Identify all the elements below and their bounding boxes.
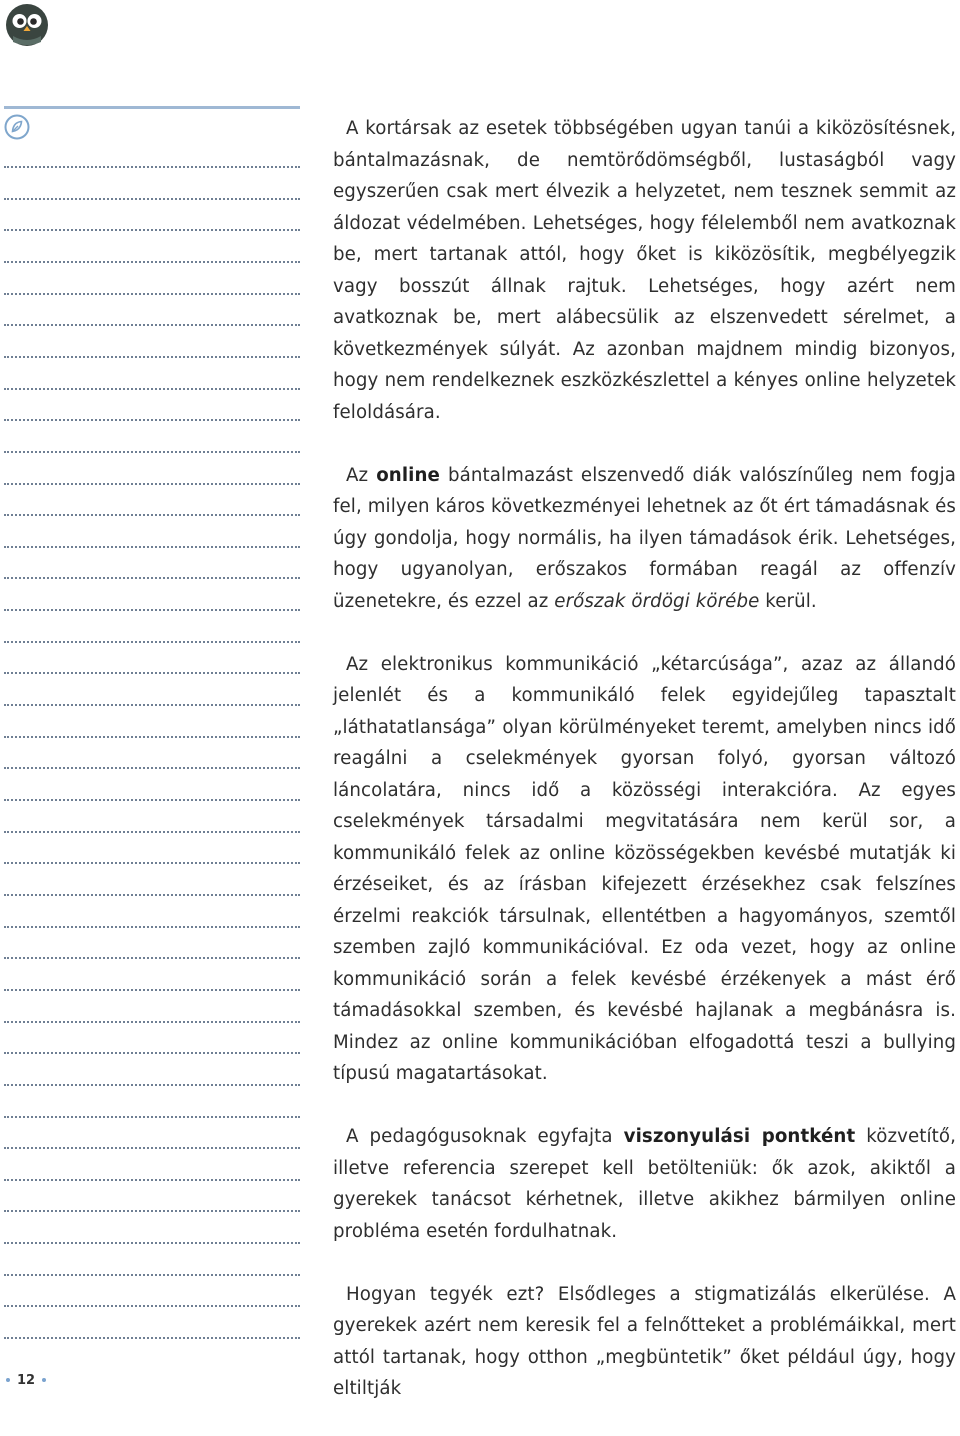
bold-text: viszonyulási pontként [623, 1126, 856, 1147]
owl-mascot-logo [4, 2, 50, 48]
note-line [4, 767, 300, 769]
note-line [4, 577, 300, 579]
note-line [4, 1084, 300, 1086]
note-line [4, 261, 300, 263]
text-run: A kortársak az esetek többségében ugyan tanúi a kiközösítésnek, bántalmazásnak, de nemtörődömségből, lustaságból vagy egyszerűen csak mert élvezik a helyzetet, nem tesznek semmit az áldozat védelmében. Lehetséges, hogy félelemből nem avatkoznak be, mert tartanak attól, hogy őket is kiközösítik, megbélyegzik vagy bosszút állnak rajtuk. Lehetséges, hogy azért nem avatkoznak be, mert alábecsülik az elszenvedett sérelmet, a következmények súlyát. Az azonban majdnem mindig bizonyos, hogy nem rendelkeznek eszközkészlettel a kényes online helyzetek feloldására. [333, 118, 956, 423]
note-line [4, 324, 300, 326]
paragraph-2 [333, 460, 956, 618]
note-line [4, 419, 300, 421]
paragraph-5 [333, 1279, 956, 1405]
page-number: 12 [17, 1372, 36, 1388]
italic-text: erőszak ördögi körébe [554, 590, 760, 612]
note-line [4, 704, 300, 706]
note-line [4, 1116, 300, 1118]
note-line [4, 609, 300, 611]
note-line [4, 293, 300, 295]
note-line [4, 198, 300, 200]
note-line [4, 926, 300, 928]
note-line [4, 229, 300, 231]
note-line [4, 546, 300, 548]
paragraph-1 [333, 113, 956, 428]
notes-top-rule [4, 106, 300, 109]
note-line [4, 862, 300, 864]
note-line [4, 799, 300, 801]
body-text [333, 113, 956, 1436]
note-line [4, 1179, 300, 1181]
note-line [4, 1210, 300, 1212]
note-line [4, 514, 300, 516]
note-line [4, 1021, 300, 1023]
note-line [4, 1337, 300, 1339]
note-line [4, 356, 300, 358]
bold-text: online [376, 464, 440, 486]
note-line [4, 1052, 300, 1054]
note-leaf-icon [4, 114, 30, 140]
note-line [4, 957, 300, 959]
note-line [4, 166, 300, 168]
text-run: kerül. [759, 590, 817, 612]
text-run: közvetítő, illetve referencia szerepet kell betölteniük: ők azok, akiktől a gyerekek tanácsot kérhetnek, illetve akikhez bármilyen online probléma esetén fordulhatnak. [333, 1126, 956, 1242]
note-line [4, 831, 300, 833]
note-line [4, 672, 300, 674]
page-number-footer [6, 1370, 46, 1390]
text-run: Az [346, 464, 377, 486]
text-run: A pedagógusoknak egyfajta [346, 1126, 624, 1147]
note-line [4, 989, 300, 991]
note-line [4, 451, 300, 453]
text-run: bántalmazást elszenvedő diák valószínűleg nem fogja fel, milyen káros következményei lehetnek az őt ért támadásnak és úgy gondolja, hogy normális, ha ilyen támadások érik. Lehetséges, hogy ugyanolyan, erőszakos formában reagál az offenzív üzenetekre, és ezzel az [333, 464, 956, 612]
bullet-dot-left [6, 1378, 10, 1382]
note-line [4, 1305, 300, 1307]
note-line [4, 894, 300, 896]
paragraph-4 [333, 1121, 956, 1247]
paragraph-3 [333, 649, 956, 1090]
note-line [4, 388, 300, 390]
note-line [4, 1242, 300, 1244]
note-line [4, 736, 300, 738]
text-run: Az elektronikus kommunikáció „kétarcúsága”, azaz az állandó jelenlét és a kommunikáló felek egyidejűleg tapasztalt „láthatatlansága” olyan körülményeket teremt, amelyben nincs idő reagálni a cselekmények gyorsan folyó, gyorsan változó láncolatára, nincs idő a közösségi interakcióra. Az egyes cselekmények társadalmi megvitatására nem kerül sor, a kommunikáló felek az online közösségekben kevésbé mutatják ki érzéseiket, és az írásban kifejezett érzésekhez csak felszínes érzelmi reakciók társulnak, ellentétben a hagyományos, szemtől szemben zajló kommunikációval. Ez oda vezet, hogy az online kommunikáció során a felek kevésbé érzékenyek a mást érő támadásokkal szemben, és kevésbé hajlanak a megbánásra is. Mindez az online kommunikációban elfogadottá teszi a bullying típusú magatartásokat. [333, 653, 956, 1084]
note-line [4, 483, 300, 485]
note-line [4, 641, 300, 643]
note-line [4, 1274, 300, 1276]
text-run: Hogyan tegyék ezt? Elsődleges a stigmatizálás elkerülése. A gyerekek azért nem keresik fel a felnőtteket a problémáikkal, mert attól tartanak, hogy otthon „megbüntetik” őket például úgy, hogy eltiltják [333, 1283, 956, 1399]
bullet-dot-right [42, 1378, 46, 1382]
note-line [4, 1147, 300, 1149]
